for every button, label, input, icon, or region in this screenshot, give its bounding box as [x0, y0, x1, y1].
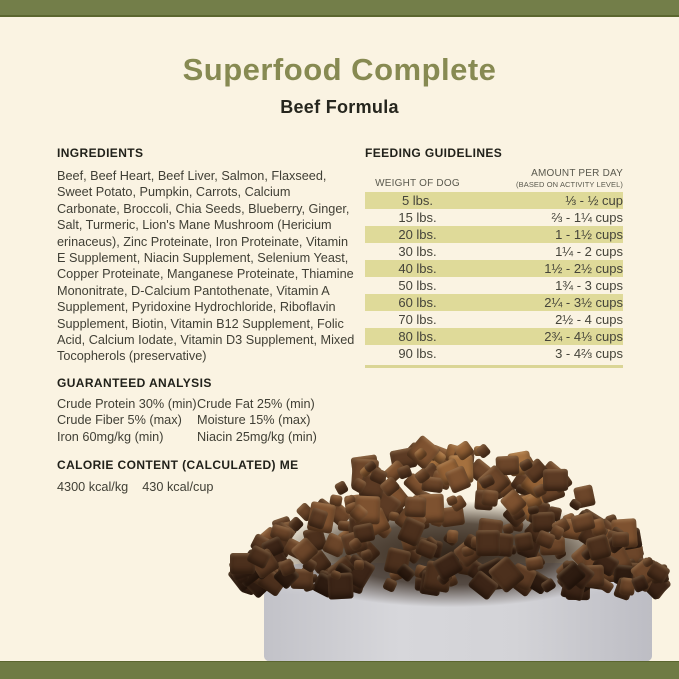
guaranteed-analysis-heading: GUARANTEED ANALYSIS — [57, 375, 212, 390]
analysis-value-right: Niacin 25mg/kg (min) — [197, 429, 317, 444]
table-row — [365, 226, 623, 243]
weight-cell: 60 lbs. — [398, 295, 437, 310]
amount-cell: 2¼ - 3½ cups — [544, 295, 623, 310]
feeding-guidelines-section — [365, 146, 623, 368]
weight-cell: 15 lbs. — [398, 210, 437, 225]
table-bottom-rule — [365, 365, 623, 368]
food-chunk — [354, 559, 365, 569]
amount-cell: ⅓ - ½ cup — [565, 193, 623, 208]
table-row — [365, 260, 623, 277]
weight-cell: 90 lbs. — [398, 346, 437, 361]
feeding-guidelines-table — [365, 168, 623, 362]
analysis-value-left: Crude Fiber 5% (max) — [57, 413, 182, 428]
food-chunk — [481, 489, 498, 507]
table-row — [365, 345, 623, 362]
analysis-value-right: Moisture 15% (max) — [197, 413, 311, 428]
weight-cell: 70 lbs. — [398, 312, 437, 327]
table-header-row — [365, 168, 623, 192]
analysis-value-right: Crude Fat 25% (min) — [197, 396, 315, 411]
table-row — [365, 209, 623, 226]
weight-cell: 50 lbs. — [398, 278, 437, 293]
food-chunk — [612, 532, 629, 547]
analysis-value-left: Iron 60mg/kg (min) — [57, 429, 164, 444]
amount-cell: 2½ - 4 cups — [555, 312, 623, 327]
ingredients-heading: INGREDIENTS — [57, 146, 144, 160]
bottom-accent-bar — [0, 661, 679, 679]
weight-cell: 20 lbs. — [398, 227, 437, 242]
food-pile — [238, 446, 662, 598]
calorie-per-cup: 430 kcal/cup — [142, 480, 214, 495]
analysis-value-left: Crude Protein 30% (min) — [57, 396, 197, 411]
left-column — [57, 146, 355, 494]
food-chunk — [514, 532, 534, 552]
table-row — [365, 277, 623, 294]
food-chunk — [447, 530, 459, 544]
guaranteed-analysis-section — [57, 376, 355, 445]
amount-cell: 3 - 4⅔ cups — [555, 346, 623, 361]
column-header-weight: WEIGHT OF DOG — [375, 178, 460, 189]
weight-cell: 5 lbs. — [401, 193, 434, 208]
table-row — [365, 311, 623, 328]
page-subtitle: Beef Formula — [280, 97, 399, 117]
amount-cell: 2¾ - 4⅓ cups — [544, 329, 623, 344]
amount-cell: ⅔ - 1¼ cups — [551, 210, 623, 225]
column-header-amount: AMOUNT PER DAY (BASED ON ACTIVITY LEVEL) — [470, 168, 623, 192]
column-header-amount-sub: (BASED ON ACTIVITY LEVEL) — [516, 180, 623, 189]
table-row — [365, 243, 623, 260]
food-chunk — [476, 530, 500, 557]
calorie-content-heading: CALORIE CONTENT (CALCULATED) ME — [57, 458, 299, 473]
weight-cell: 80 lbs. — [398, 329, 437, 344]
table-row — [365, 328, 623, 345]
feeding-table-body — [365, 192, 623, 362]
amount-cell: 1½ - 2½ cups — [544, 261, 623, 276]
weight-cell: 40 lbs. — [398, 261, 437, 276]
guaranteed-analysis-grid — [57, 398, 355, 445]
food-chunk — [334, 480, 349, 496]
page-title: Superfood Complete — [182, 52, 497, 87]
amount-cell: 1¾ - 3 cups — [555, 278, 623, 293]
calorie-per-kg: 4300 kcal/kg — [57, 480, 129, 495]
top-accent-bar — [0, 0, 679, 17]
amount-cell: 1¼ - 2 cups — [555, 244, 623, 259]
table-row — [365, 294, 623, 311]
weight-cell: 30 lbs. — [398, 244, 437, 259]
food-chunk — [405, 497, 427, 518]
feeding-guidelines-heading: FEEDING GUIDELINES — [365, 146, 503, 160]
food-chunk — [525, 556, 544, 572]
ingredients-text: Beef, Beef Heart, Beef Liver, Salmon, Flaxseed, Sweet Potato, Pumpkin, Carrots, Calcium Carbonate, Broccoli, Chia Seeds, Blueberry, Ginger, Salt, Turmeric, Lion's Mane Mushroom (Hericium erinaceus), Zinc Proteinate, Iron Proteinate, Vitamin E Supplement, Niacin Supplement, Selenium Yeast, Copper Proteinate, Manganese Proteinate, Thiamine Mononitrate, D-Calcium Pantothenate, Vitamin A Supplement, Pyridoxine Hydrochloride, Riboflavin Supplement, Biotin, Vitamin B12 Supplement, Folic Acid, Calcium Iodate, Vitamin D3 Supplement, Mixed Tocopherols (preservative) — [57, 169, 355, 364]
food-chunk — [543, 469, 568, 491]
table-row — [365, 192, 623, 209]
amount-cell: 1 - 1½ cups — [555, 227, 623, 242]
